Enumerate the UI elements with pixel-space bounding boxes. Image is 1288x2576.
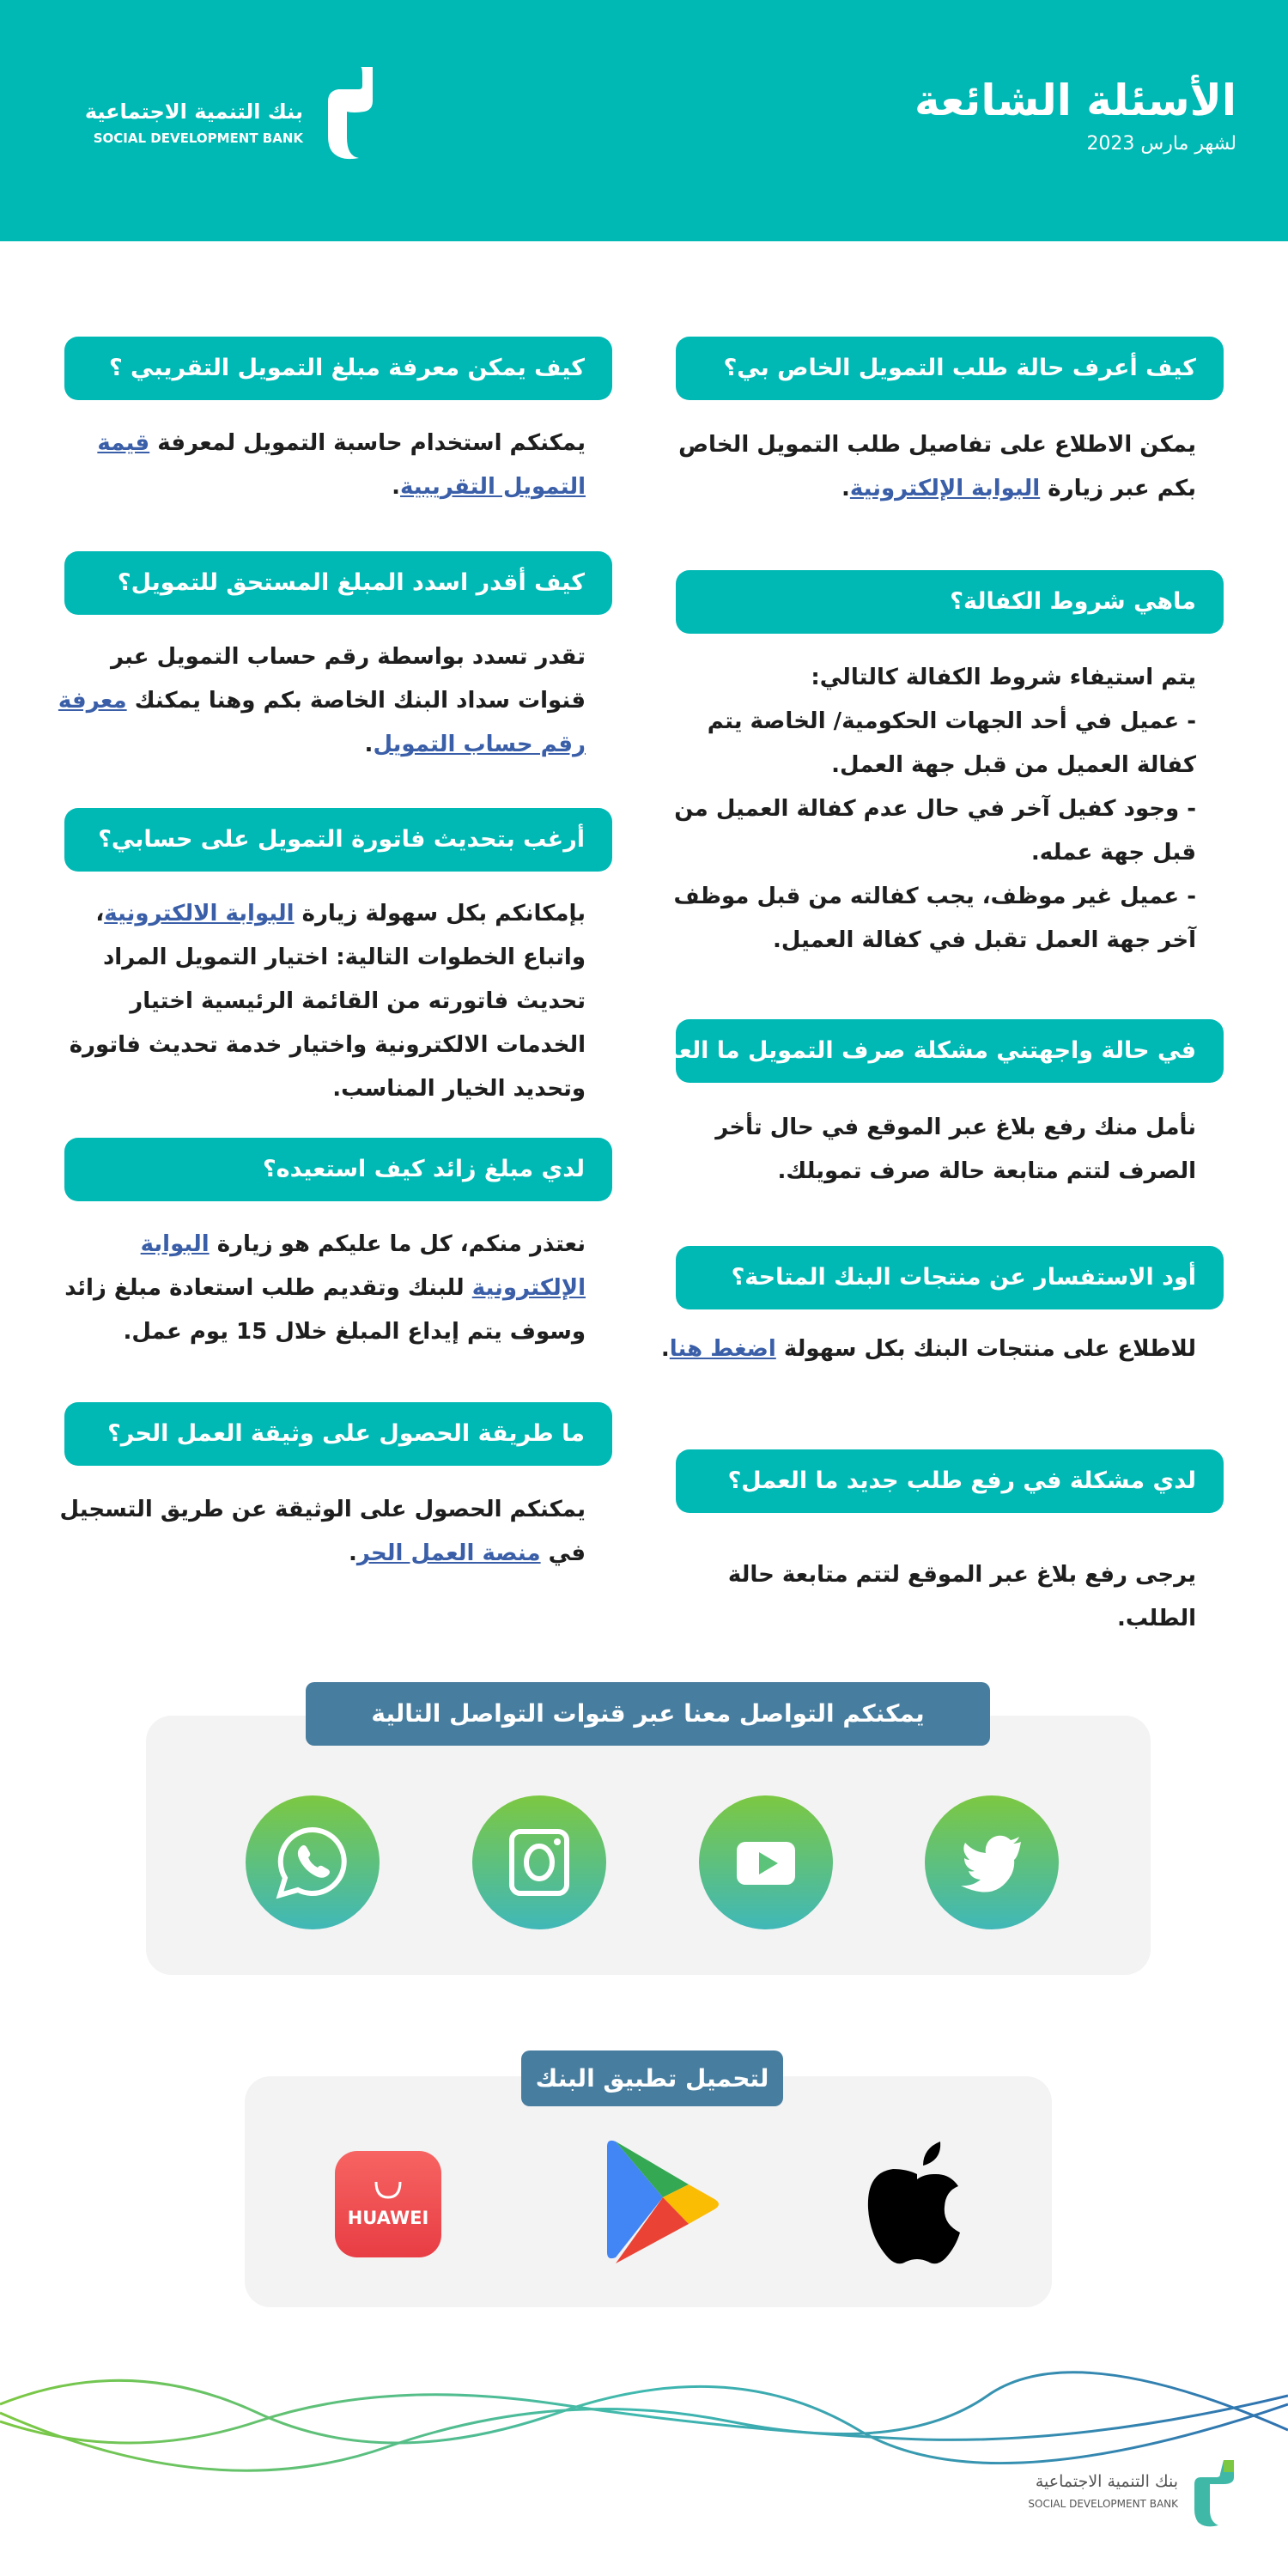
apple-app-store-icon[interactable]: [863, 2138, 975, 2267]
download-label: لتحميل تطبيق البنك: [521, 2050, 783, 2106]
answer-line: - عميل في أحد الجهات الحكومية/ الخاصة يتم كفالة العميل من قبل جهة العمل.: [707, 708, 1196, 778]
answer-text: بإمكانكم بكل سهولة زيارة: [294, 901, 586, 927]
faq-question[interactable]: في حالة واجهتني مشكلة صرف التمويل ما العمل؟: [676, 1019, 1224, 1083]
page-title: الأسئلة الشائعة: [914, 76, 1236, 125]
faq-question[interactable]: أرغب بتحديث فاتورة التمويل على حسابي؟: [64, 808, 612, 872]
contact-label: يمكنكم التواصل معنا عبر قنوات التواصل التالية: [306, 1682, 990, 1746]
faq-question[interactable]: كيف يمكن معرفة مبلغ التمويل التقريبي ؟: [64, 337, 612, 400]
faq-question[interactable]: لدي مبلغ زائد كيف استعيده؟: [64, 1138, 612, 1201]
answer-text: يمكنكم الحصول على الوثيقة عن طريق التسجيل في: [59, 1497, 586, 1566]
faq-answer: نأمل منك رفع بلاغ عبر الموقع في حال تأخر الصرف لتتم متابعة حالة صرف تمويلك.: [715, 1115, 1196, 1184]
google-play-icon[interactable]: [605, 2138, 726, 2267]
faq-question[interactable]: ماهي شروط الكفالة؟: [676, 570, 1224, 634]
answer-text: .: [392, 474, 401, 500]
answer-text: .: [348, 1540, 357, 1566]
logo-english-text: SOCIAL DEVELOPMENT BANK: [93, 131, 303, 146]
answer-text: للبنك وتقديم طلب استعادة مبلغ زائد وسوف يتم إيداع المبلغ خلال 15 يوم عمل.: [64, 1275, 586, 1345]
faq-question[interactable]: كيف أقدر اسدد المبلغ المستحق للتمويل؟: [64, 551, 612, 615]
faq-answer: [36, 892, 586, 1111]
answer-text: .: [364, 732, 374, 757]
faq-question[interactable]: لدي مشكلة في رفع طلب جديد ما العمل؟: [676, 1449, 1224, 1513]
answer-text: تقدر تسدد بواسطة رقم حساب التمويل عبر قنوات سداد البنك الخاصة بكم وهنا يمكنك: [111, 644, 586, 714]
footer-logo-mark-icon: [1189, 2460, 1236, 2529]
youtube-icon[interactable]: [699, 1795, 833, 1929]
answer-text: ، واتباع الخطوات التالية: اختيار التمويل المراد تحديث فاتورته من القائمة الرئيسية اختيار الخدمات الالكترونية واختيار خدمة تحديث فاتورة وتحديد الخيار المناسب.: [69, 901, 586, 1102]
faq-answer: [36, 1223, 586, 1354]
faq-answer: [36, 422, 586, 509]
bank-logo-mark-icon: [316, 67, 385, 161]
faq-answer: يرجى رفع بلاغ عبر الموقع لتتم متابعة حالة الطلب.: [727, 1562, 1196, 1631]
instagram-icon[interactable]: [472, 1795, 606, 1929]
bank-logo: [76, 67, 385, 161]
page-subtitle: لشهر مارس 2023: [1086, 133, 1236, 155]
answer-line: - عميل غير موظف، يجب كفالته من قبل موظف آخر جهة العمل تقبل في كفالة العميل.: [673, 884, 1196, 953]
answer-line: يتم استيفاء شروط الكفالة كالتالي:: [811, 665, 1196, 690]
e-portal-link[interactable]: البوابة الإلكترونية: [140, 1231, 586, 1301]
faq-answer: [647, 423, 1196, 511]
header: [0, 0, 1288, 241]
faq-answer: [36, 635, 586, 767]
faq-answer: [36, 1488, 586, 1576]
footer-logo-arabic: بنك التنمية الاجتماعية: [1035, 2472, 1178, 2491]
answer-text: .: [660, 1336, 670, 1362]
faq-answer: [647, 656, 1196, 963]
footer-logo-english: SOCIAL DEVELOPMENT BANK: [1028, 2498, 1178, 2510]
answer-line: - وجود كفيل آخر في حال عدم كفالة العميل من قبل جهة عمله.: [674, 796, 1196, 866]
twitter-icon[interactable]: [925, 1795, 1059, 1929]
answer-text: .: [841, 476, 850, 501]
logo-arabic-text: بنك التنمية الاجتماعية: [84, 100, 303, 124]
answer-text: نعتذر منكم، كل ما عليكم هو زيارة: [209, 1231, 586, 1257]
answer-text: يمكنكم استخدام حاسبة التمويل لمعرفة: [149, 430, 586, 456]
faq-question[interactable]: أود الاستفسار عن منتجات البنك المتاحة؟: [676, 1246, 1224, 1309]
footer-logo: [1005, 2460, 1236, 2529]
huawei-text: HUAWEI: [347, 2208, 429, 2228]
faq-answer: [647, 1327, 1196, 1371]
finance-value-link[interactable]: قيمة التمويل التقريبية: [97, 430, 586, 500]
click-here-link[interactable]: اضغط هنا: [669, 1336, 776, 1362]
e-portal-link[interactable]: البوابة الإلكترونية: [849, 476, 1041, 501]
e-portal-link[interactable]: البوابة الالكترونية: [104, 901, 295, 927]
answer-text: يمكن الاطلاع على تفاصيل طلب التمويل الخاص بكم عبر زيارة: [678, 432, 1196, 501]
answer-text: للاطلاع على منتجات البنك بكل سهولة: [775, 1336, 1196, 1362]
faq-question[interactable]: كيف أعرف حالة طلب التمويل الخاص بي؟: [676, 337, 1224, 400]
faq-question[interactable]: ما طريقة الحصول على وثيقة العمل الحر؟: [64, 1402, 612, 1466]
whatsapp-icon[interactable]: [246, 1795, 380, 1929]
account-number-link[interactable]: معرفة رقم حساب التمويل: [58, 688, 586, 757]
huawei-appgallery-icon[interactable]: [335, 2151, 441, 2257]
freelance-platform-link[interactable]: منصة العمل الحر: [356, 1540, 541, 1566]
